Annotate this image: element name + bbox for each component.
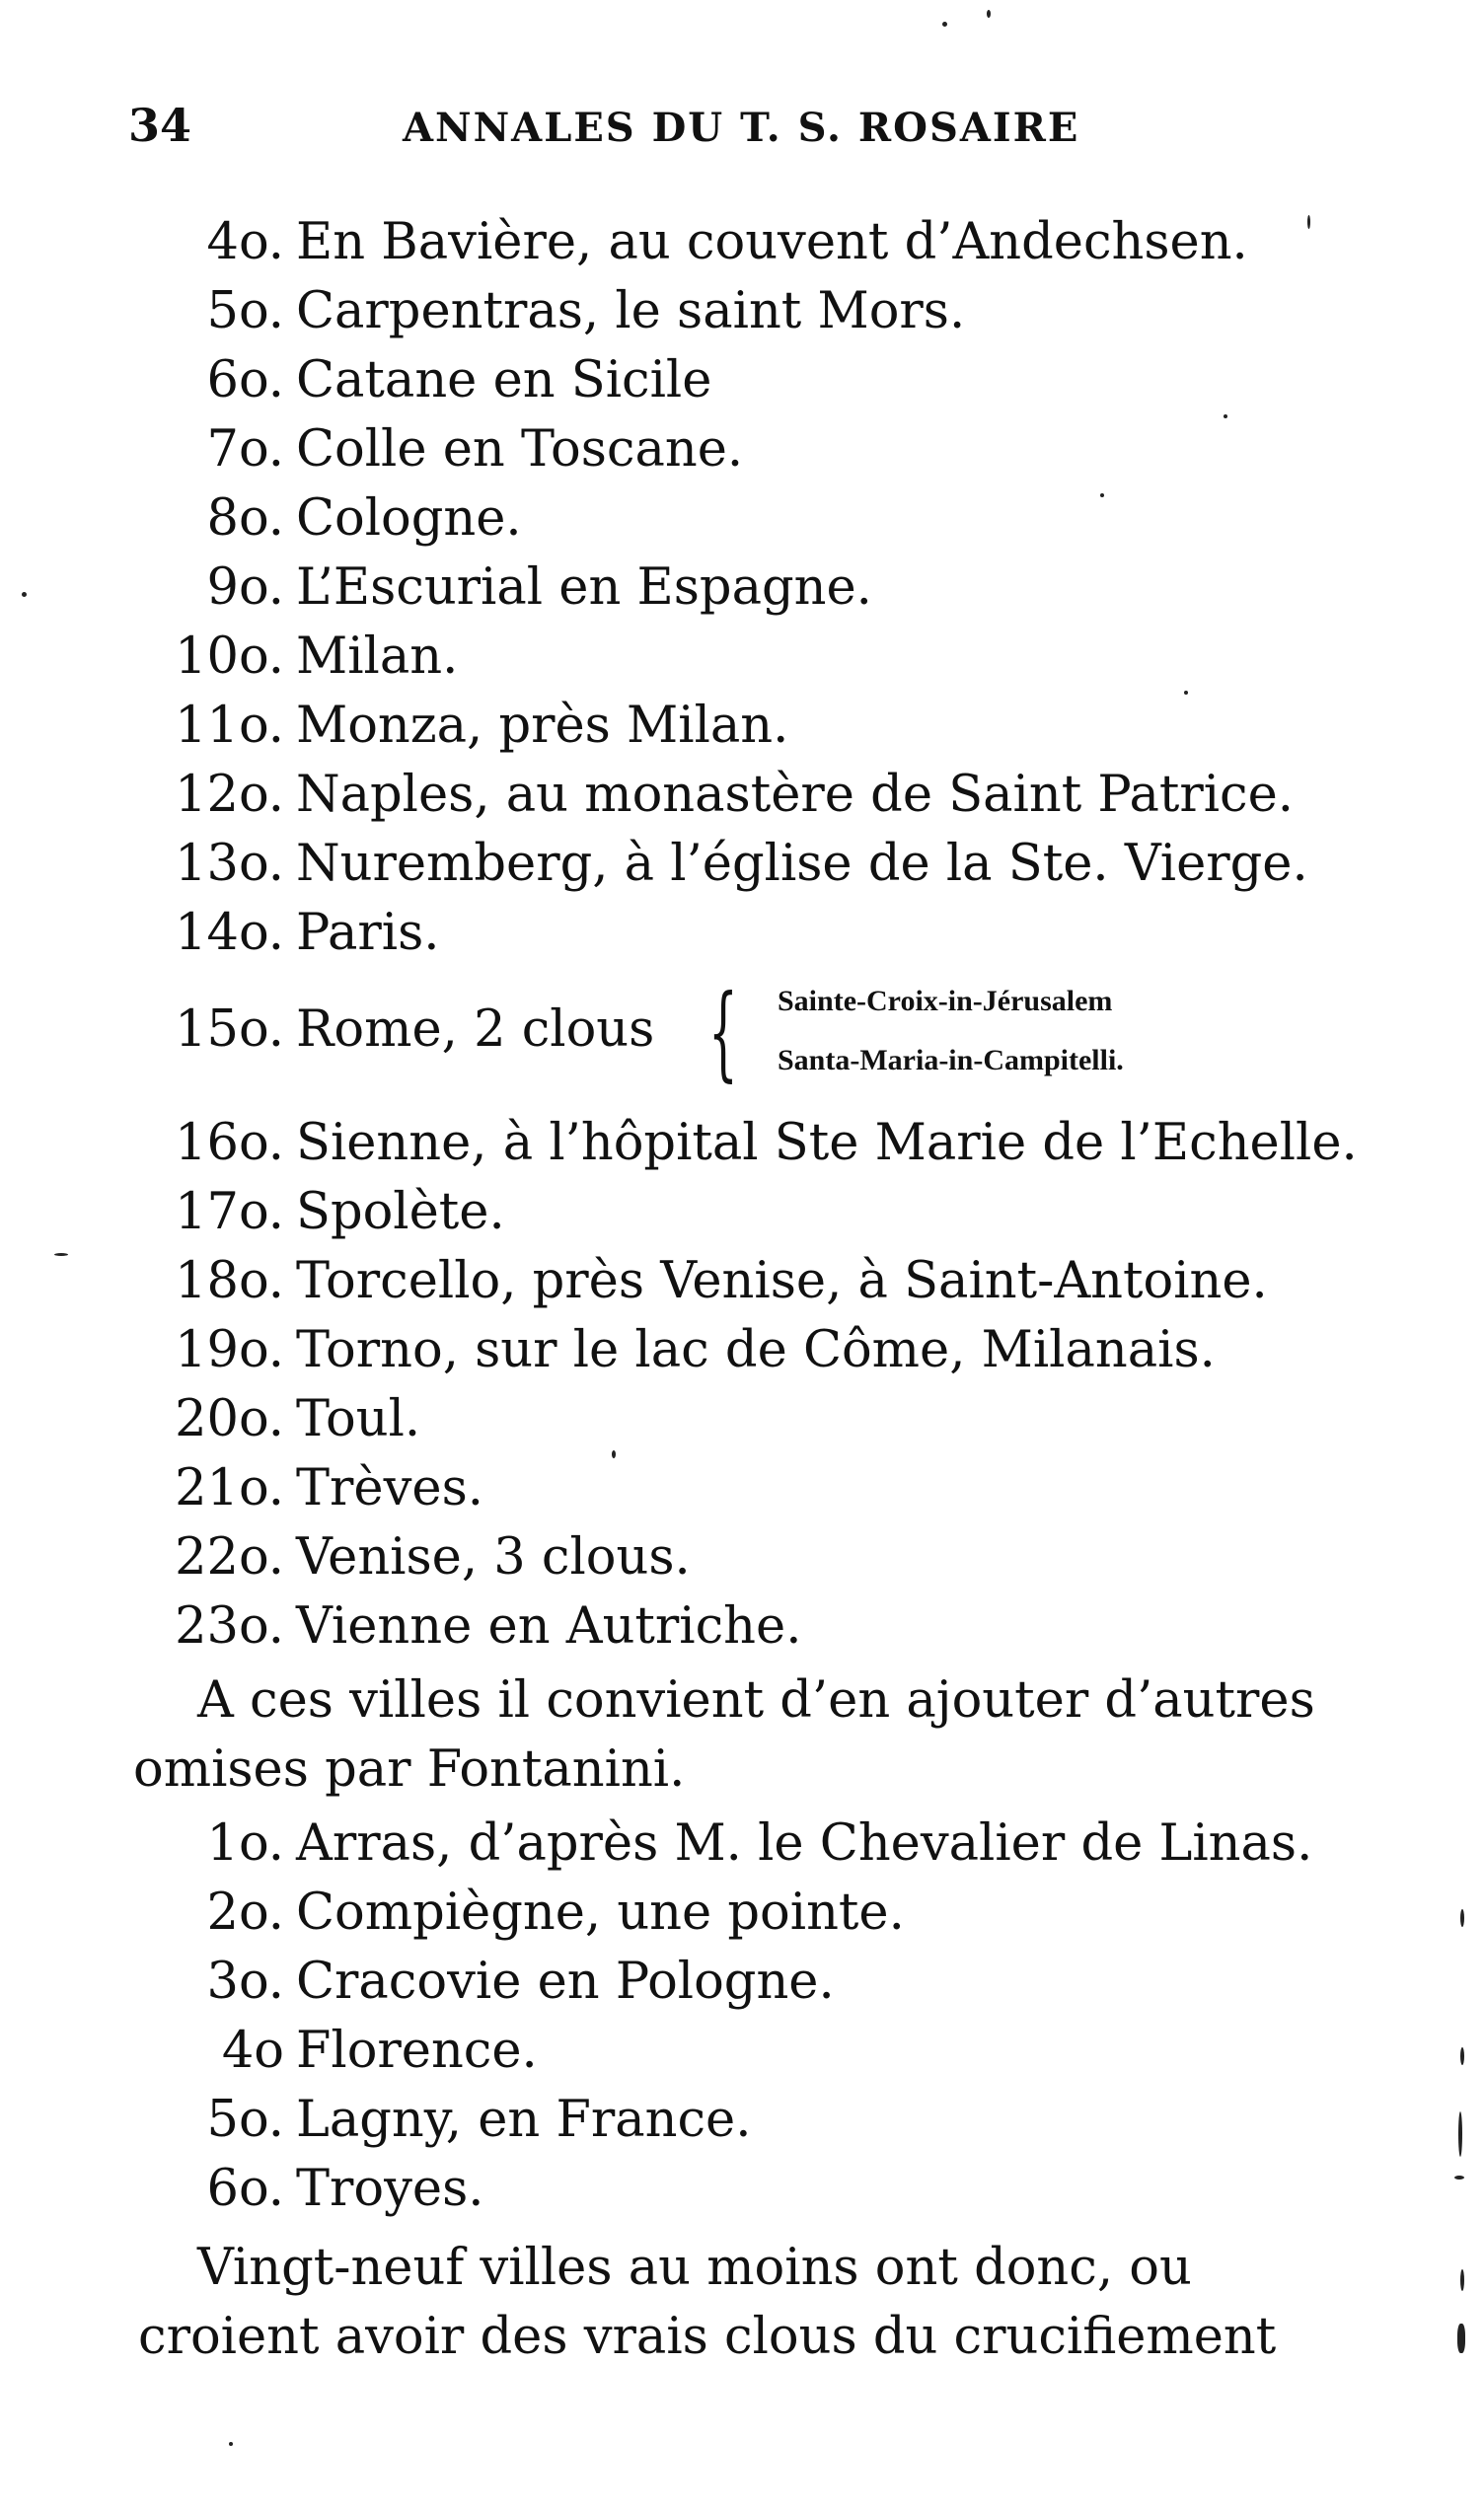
page-number: 34	[128, 99, 192, 152]
item-number: 9o.	[206, 558, 284, 617]
item-text: Compiègne, une pointe.	[296, 1884, 905, 1942]
item-text: Florence.	[296, 2022, 538, 2080]
church-name: Santa-Maria-in-Campitelli.	[778, 1044, 1124, 1076]
item-number: 16o.	[175, 1114, 284, 1172]
item-number: 22o.	[175, 1528, 284, 1587]
item-number: 18o.	[175, 1252, 284, 1310]
item-text: Cologne.	[296, 489, 522, 548]
scan-speck	[612, 1450, 616, 1458]
scan-speck	[942, 22, 947, 27]
item-text: Paris.	[296, 904, 440, 962]
item-number: 4o	[221, 2022, 284, 2080]
item-number: 12o.	[175, 766, 284, 824]
item-number: 3o.	[206, 1953, 284, 2011]
paragraph-line: Vingt-neuf villes au moins ont donc, ou	[197, 2239, 1192, 2297]
item-number: 8o.	[206, 489, 284, 548]
item-number: 23o.	[175, 1597, 284, 1656]
item-text: Torcello, près Venise, à Saint-Antoine.	[296, 1252, 1268, 1310]
item-text: Vienne en Autriche.	[296, 1597, 802, 1656]
item-text: En Bavière, au couvent d’Andechsen.	[296, 213, 1248, 271]
item-text: Catane en Sicile	[296, 351, 712, 409]
item-number: 7o.	[206, 420, 284, 479]
item-text: Nuremberg, à l’église de la Ste. Vierge.	[296, 835, 1308, 893]
scan-speck	[1458, 2111, 1462, 2157]
item-number: 13o.	[175, 835, 284, 893]
scan-speck	[1460, 2047, 1464, 2065]
scan-speck	[229, 2442, 233, 2446]
item-text: Monza, près Milan.	[296, 697, 789, 755]
item-text: Arras, d’après M. le Chevalier de Linas.	[296, 1814, 1313, 1873]
church-name: Sainte-Croix-in-Jérusalem	[778, 985, 1113, 1017]
item-text: Cracovie en Pologne.	[296, 1953, 835, 2011]
scan-speck	[54, 1253, 68, 1256]
item-number: 21o.	[175, 1459, 284, 1517]
item-text: Rome, 2 clous	[296, 1000, 655, 1059]
item-number: 1o.	[206, 1814, 284, 1873]
item-number: 2o.	[206, 1884, 284, 1942]
scan-speck	[1454, 2176, 1464, 2180]
running-title: ANNALES DU T. S. ROSAIRE	[403, 105, 1080, 151]
brace-glyph: {	[708, 972, 738, 1092]
item-number: 4o.	[206, 213, 284, 271]
item-number: 5o.	[206, 2091, 284, 2149]
item-text: Sienne, à l’hôpital Ste Marie de l’Echelle.	[296, 1114, 1358, 1172]
scan-speck	[1307, 215, 1310, 229]
item-number: 14o.	[175, 904, 284, 962]
item-number: 11o.	[175, 697, 284, 755]
list-item-rome	[0, 972, 1484, 1095]
scan-speck	[1100, 493, 1104, 497]
item-text: Lagny, en France.	[296, 2091, 752, 2149]
scan-speck	[22, 592, 27, 597]
scan-speck	[1457, 2324, 1465, 2353]
paragraph-line: croient avoir des vrais clous du crucifiement	[138, 2308, 1277, 2366]
item-number: 15o.	[175, 1000, 284, 1059]
item-text: Naples, au monastère de Saint Patrice.	[296, 766, 1294, 824]
scan-speck	[1184, 691, 1188, 695]
item-text: Trèves.	[296, 1459, 483, 1517]
page-header	[128, 99, 1362, 168]
item-text: Troyes.	[296, 2160, 484, 2218]
item-number: 10o.	[175, 628, 284, 686]
item-number: 19o.	[175, 1321, 284, 1379]
item-number: 5o.	[206, 282, 284, 340]
scan-speck	[987, 10, 991, 18]
item-text: L’Escurial en Espagne.	[296, 558, 872, 617]
item-text: Spolète.	[296, 1183, 505, 1241]
scan-speck	[1460, 2269, 1464, 2291]
paragraph-line: omises par Fontanini.	[133, 1740, 686, 1799]
item-text: Colle en Toscane.	[296, 420, 744, 479]
item-text: Torno, sur le lac de Côme, Milanais.	[296, 1321, 1216, 1379]
paragraph-line: A ces villes il convient d’en ajouter d’autres	[197, 1671, 1315, 1730]
item-number: 6o.	[206, 2160, 284, 2218]
item-text: Toul.	[296, 1390, 421, 1448]
item-number: 17o.	[175, 1183, 284, 1241]
item-number: 6o.	[206, 351, 284, 409]
item-number: 20o.	[175, 1390, 284, 1448]
item-text: Carpentras, le saint Mors.	[296, 282, 966, 340]
scan-speck	[1224, 414, 1227, 418]
scan-speck	[1460, 1909, 1464, 1927]
item-text: Milan.	[296, 628, 459, 686]
item-text: Venise, 3 clous.	[296, 1528, 691, 1587]
